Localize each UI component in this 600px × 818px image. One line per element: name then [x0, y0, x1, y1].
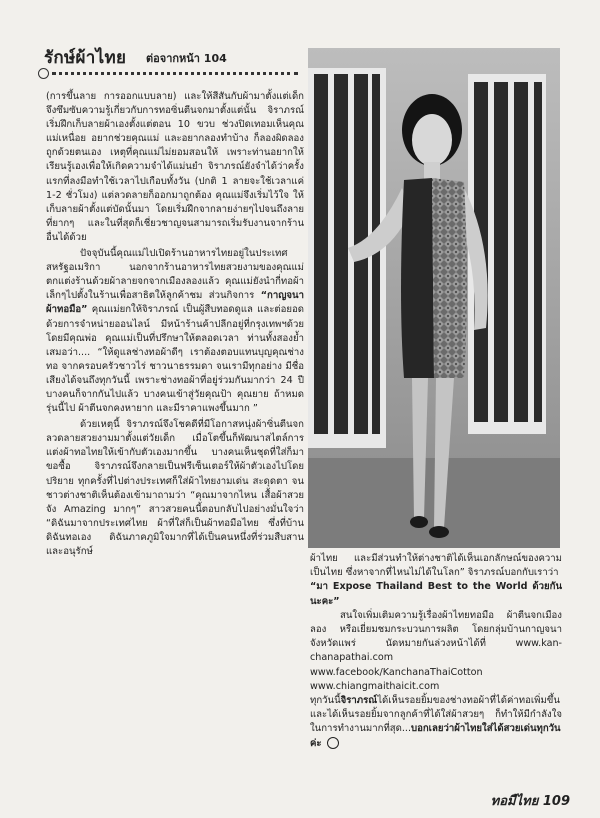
portrait-photo: [308, 48, 560, 548]
article-paragraph: [46, 247, 304, 416]
circle-ornament-icon: [38, 68, 49, 79]
page-footer: ทอมืไทย 109: [490, 794, 570, 809]
dotted-line: [52, 72, 298, 75]
dotted-rule: [52, 72, 298, 78]
end-mark-icon: [327, 737, 339, 749]
person-name: จิราภรณ์: [340, 695, 378, 707]
caption-column: [310, 552, 562, 778]
paragraph-text: คุณแม่ยกให้จิราภรณ์ เป็นผู้สืบทอดดูแล และต่อยอดด้วยการจำหน่ายออนไลน์ มีหน้าร้านค้าปลีกอยู่ที่กรุงเทพฯด้วย โดยมีคุณพ่อ คุณแม่เป็นที่ปรึกษาให้ตลอดเวลา ท่านทั้งสองย้ำเสมอว่า.... “ให้ดูแลช่างทอผ้าดีๆ เราต้องตอบแทนบุญคุณช่างทอ จากครอบครัวชาวไร่ ชาวนาธรรมดา จนเรามีทุกอย่าง มีชื่อเสียงได้จนถึงทุกวันนี้ เพราะช่างทอผ้าที่อยู่ร่วมกันมากว่า 24 ปี บางคนก็จากกันไปแล้ว บางคนเข้าสู่วัยคุณป้า คุณยาย ถ้าหมดรุ่นนี้ไป ผ้าตีนจกคงหายาก และมีราคาแพงขึ้นมาก ”: [46, 304, 304, 415]
closing-text: ทุกวันนี้: [310, 695, 341, 707]
slogan-text: “มา Expose Thailand Best to the World ด้วยกันนะคะ”: [310, 581, 562, 607]
closing-text: ได้เห็นรอยยิ้มของช่างทอผ้าที่ได้ค่าทอเพิ่มขึ้น และได้เห็นรอยยิ้มจากลูกค้าที่ได้ใส่ผ้าสวยๆ ก็ทำให้มีกำลังใจในการทำงานมากที่สุด...: [310, 695, 562, 735]
article-paragraph: ด้วยเหตุนี้ จิราภรณ์จึงโชคดีที่มีโอกาสหนุ่งผ้าซิ่นตีนจกลวดลายสวยงามมาตั้งแต่วัยเด็ก เมื่อโตขึ้นก็พัฒนาสไตล์การแต่งผ้าทอไทยให้เข้ากับตัวเองมากขึ้น บางคนเห็นชุดที่ใส่ก็มาขอซื้อ จิราภรณ์จึงกลายเป็นฟรีเซ็นเตอร์ให้ผ้าตัวเองไปโดยปริยาย ทุกครั้งที่ไปต่างประเทศก็ใส่ผ้าไทยงามเด่น สะดุดตา จนชาวต่างชาติเห็นต้องเข้ามาถามว่า “คุณมาจากไหน เสื้อผ้าสวยจัง Amazing มากๆ” สาวสวยคนนี้ตอบกลับไปอย่างมั่นใจว่า “ดิฉันมาจากประเทศไทย ผ้าที่ใส่ก็เป็นผ้าทอมือไทย ซึ่งที่บ้านดิฉันทอเอง ดิฉันภาคภูมิใจมากที่ได้เป็นคนหนึ่งที่ร่วมสืบสานและอนุรักษ์: [46, 419, 304, 557]
section-header: [34, 44, 294, 70]
article-column: [46, 90, 304, 780]
paragraph-text: ปัจจุบันนี้คุณแม่ไปเปิดร้านอาหารไทยอยู่ในประเทศสหรัฐอเมริกา นอกจากร้านอาหารไทยสวยงามของคุณแม่ตกแต่งร้านด้วยผ้าลายจกจากเมืองลองแล้ว คุณแม่ยังนำกี่ทอผ้าเล็กๆไปตั้งในร้านเพื่อสาธิตให้ลูกค้าชม ส่วนกิจการ: [46, 248, 304, 302]
caption-paragraph: ผ้าไทย และมีส่วนทำให้ต่างชาติได้เห็นเอกลักษณ์ของความเป็นไทย ซึ่งหาจากที่ไหนไม่ได้ในโลก” จิราภรณ์บอกกับเราว่า: [310, 553, 562, 579]
slogan: [310, 580, 562, 608]
article-paragraph: (การขึ้นลาย การออกแบบลาย) และให้สีสันกับผ้ามาตั้งแต่เด็ก จึงซึมซับความรู้เกี่ยวกับการทอซิ่นตีนจกมาตั้งแต่นั้น จิราภรณ์เริ่มฝึกเก็บลายผ้าเองตั้งแต่ตอน 10 ขวบ ช่วงปิดเทอมเห็นคุณแม่เหนื่อย อยากช่วยคุณแม่ และอยากลองทำบ้าง ก็ลองผิดลองถูกด้วยตนเอง เหตุที่คุณแม่ไม่ยอมสอนให้ เพราะท่านอยากให้เรียนรู้เองเพื่อให้เกิดความจำได้แม่นยำ จิราภรณ์ยังจำได้ว่าครั้งแรกที่ลงมือทำใช้เวลาไปเกือบทั้งวัน (ปกติ 1 ลายจะใช้เวลาแค่ 1-2 ชั่วโมง) แต่ลวดลายก็ออกมาถูกต้อง คุณแม่จึงเริ่มไว้ใจ ให้เก็บลายผ้าตั้งแต่บัดนั้นมา โดยเริ่มฝึกจากลายง่ายๆไปจนถึงลายที่ยากๆ และในที่สุดก็เชี่ยวชาญจนสามารถเริ่มรับงานจากร้านอื่นได้ด้วย: [46, 91, 304, 243]
closing-paragraph: [310, 694, 562, 751]
photo-illustration: [308, 48, 560, 548]
section-title: รักษ์ผ้าไทย: [44, 48, 127, 68]
closing-bold: บอกเลยว่าผ้าไทยใส่ได้สวยเด่นทุกวันค่ะ: [310, 723, 561, 749]
continued-from-label: ต่อจากหน้า 104: [146, 52, 227, 65]
contact-paragraph: สนใจเพิ่มเติมความรู้เรื่องผ้าไทยทอมือ ผ้าตีนจกเมืองลอง หรือเยี่ยมชมกระบวนการผลิต โดยกลุ่มบ้านกาญจนา จังหวัดแพร่ นัดหมายกันล่วงหน้าได้ที่ www.kan-chanapathai.com www.facebook/KanchanaThaiCotton www.chiangmaithaicit.com: [310, 609, 562, 692]
brand-name: “กาญจนา ผ้าทอมือ”: [46, 290, 304, 316]
